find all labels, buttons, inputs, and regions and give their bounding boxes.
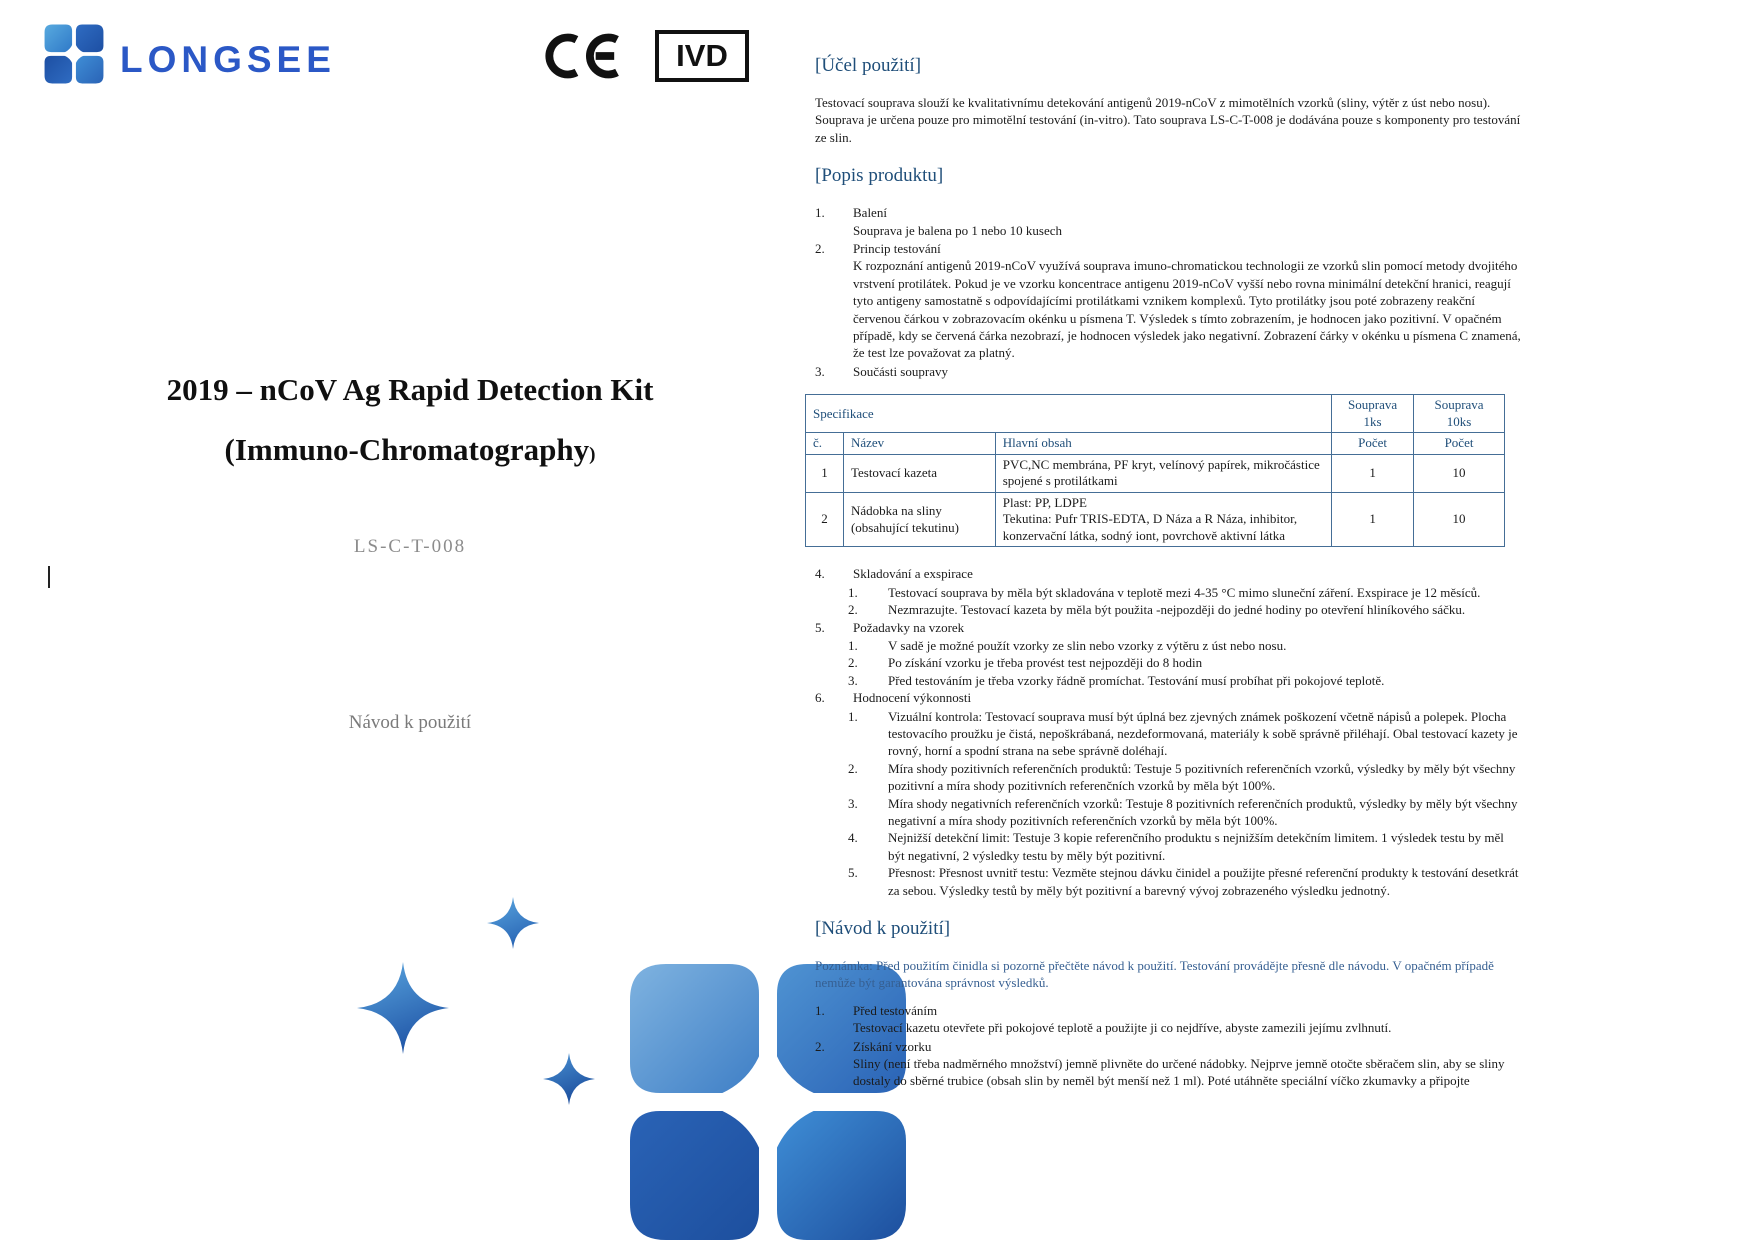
kit10-line1: Souprava	[1434, 397, 1484, 413]
table-header-kit10	[1414, 395, 1505, 433]
ce-mark-icon	[543, 26, 627, 91]
sub-item-number: 2.	[848, 760, 858, 776]
ivd-mark-icon	[655, 30, 749, 82]
sub-list-item	[848, 708, 1523, 760]
list-item-content	[853, 240, 1523, 362]
table-header-specifikace: Specifikace	[806, 395, 1332, 433]
cover-title-line2-text: (Immuno-Chromatography	[224, 432, 590, 467]
list-item	[815, 565, 1523, 582]
list-item-title: Získání vzorku	[853, 1038, 932, 1054]
list-item	[815, 619, 1523, 636]
cell-content-line1: Plast: PP, LDPE	[1002, 494, 1087, 510]
sub-item-text: Po získání vzorku je třeba provést test nejpozději do 8 hodin	[888, 655, 1203, 671]
components-table	[805, 394, 1505, 547]
section-heading-description: [Popis produktu]	[815, 165, 944, 187]
sub-list-item	[848, 864, 1523, 899]
cover-title	[80, 372, 740, 473]
cell-no: 2	[806, 492, 844, 547]
list-item	[815, 204, 1523, 239]
brand-wordmark: LONGSEE	[120, 38, 336, 80]
sub-list-item	[848, 672, 1523, 689]
kit10-line2: 10ks	[1446, 413, 1472, 429]
cell-name: Nádobka na sliny (obsahující tekutinu)	[843, 492, 995, 547]
list-item-title: Balení	[853, 205, 887, 221]
list-item-number: 3.	[815, 363, 825, 379]
cell-content: PVC,NC membrána, PF kryt, velínový papírek, mikročástice spojené s protilátkami	[995, 454, 1331, 492]
longsee-logo-icon	[42, 22, 106, 91]
column-header-count1: Počet	[1332, 433, 1414, 455]
sub-item-number: 1.	[848, 584, 858, 600]
cell-content-line2: Tekutina: Pufr TRIS-EDTA, D Náza a R Náza, inhibitor, konzervační látka, sodný iont, povrchově aktivní látka	[1002, 511, 1298, 543]
list-item-title: Požadavky na vzorek	[853, 619, 965, 635]
column-header-count10: Počet	[1414, 433, 1505, 455]
purpose-body: Testovací souprava slouží ke kvalitativnímu detekování antigenů 2019-nCoV z mimotělních vzorků (sliny, výtěr z úst nebo nosu). Souprava je určena pouze pro mimotělní testování (in-vitro). Tato souprava LS-C-T-008 je dodávána pouze s komponenty pro testování ze slin.	[815, 95, 1521, 145]
sub-list-item	[848, 584, 1523, 601]
column-header-content: Hlavní obsah	[995, 433, 1331, 455]
list-item	[815, 240, 1523, 362]
right-column	[815, 54, 1523, 1091]
list-item	[815, 1002, 1523, 1037]
list-item-body: Sliny (není třeba nadměrného množství) jemně plivněte do určené nádobky. Nejprve jemně otočte sběračem slin, aby se sliny dostaly do sběrné trubice (obsah slin by neměl být menší než 1 ml). Poté utáhněte speciální víčko zkumavky a připojte	[853, 1056, 1505, 1089]
sub-item-number: 1.	[848, 708, 858, 724]
list-item-title: Hodnocení výkonnosti	[853, 690, 972, 706]
table-header-kit1	[1332, 395, 1414, 433]
list-item-title: Před testováním	[853, 1002, 938, 1018]
sub-list-item	[848, 637, 1523, 654]
sparkle-icon	[357, 962, 449, 1059]
product-code: LS-C-T-008	[353, 536, 467, 557]
cell-name: Testovací kazeta	[843, 454, 995, 492]
list-item-title: Součásti soupravy	[853, 363, 948, 379]
cover-title-line1: 2019 – nCoV Ag Rapid Detection Kit	[166, 372, 654, 407]
sub-list-item	[848, 795, 1523, 830]
list-item-title: Princip testování	[853, 241, 941, 257]
sub-item-text: V sadě je možné použít vzorky ze slin nebo vzorky z výtěru z úst nebo nosu.	[888, 637, 1287, 653]
text-cursor	[48, 566, 50, 588]
cell-count10: 10	[1414, 454, 1505, 492]
list-item	[815, 363, 1523, 380]
sub-item-number: 3.	[848, 672, 858, 688]
list-item-number: 2.	[815, 241, 825, 257]
list-item-number: 1.	[815, 1002, 825, 1018]
sub-item-text: Nejnižší detekční limit: Testuje 3 kopie referenčního produktu s nejnižším detekčním limitem. 1 výsledek testu by měl být negativní, 2 výsledky testu by měly být pozitivní.	[888, 830, 1504, 863]
sub-list-item	[848, 654, 1523, 671]
list-item-body: Souprava je balena po 1 nebo 10 kusech	[853, 222, 1063, 238]
kit1-line2: 1ks	[1363, 413, 1382, 429]
sub-list-item	[848, 601, 1523, 618]
column-header-name: Název	[843, 433, 995, 455]
sub-item-text: Míra shody pozitivních referenčních produktů: Testuje 5 pozitivních referenčních vzorků, výsledky by měly být všechny pozitivní a míra shody pozitivních referenčních vzorků by měla být 100%.	[888, 760, 1516, 794]
column-header-no: č.	[806, 433, 844, 455]
sub-item-number: 2.	[848, 655, 858, 671]
sub-item-number: 3.	[848, 795, 858, 811]
table-row	[806, 454, 1505, 492]
list-item	[815, 1038, 1523, 1090]
sub-item-number: 2.	[848, 602, 858, 618]
sub-item-number: 4.	[848, 830, 858, 846]
longsee-logo	[42, 22, 336, 91]
section-heading-instructions: [Návod k použití]	[815, 918, 951, 939]
cover-title-paren: )	[589, 444, 596, 465]
cell-content	[995, 492, 1331, 547]
list-item-title: Skladování a exspirace	[853, 566, 973, 582]
list-item-body: Testovací kazetu otevřete při pokojové teplotě a použijte ji co nejdříve, abyste zamezili jejímu zvlhnutí.	[853, 1020, 1392, 1036]
list-item-number: 4.	[815, 566, 825, 582]
table-row	[806, 492, 1505, 547]
cell-count1: 1	[1332, 492, 1414, 547]
sub-item-number: 1.	[848, 637, 858, 653]
list-item-content	[853, 204, 1523, 239]
cover-title-line2	[80, 432, 740, 473]
sparkle-icon	[543, 1053, 595, 1110]
list-item	[815, 689, 1523, 706]
sparkle-icon	[487, 897, 539, 954]
sub-list-item	[848, 760, 1523, 795]
section-heading-purpose: [Účel použití]	[815, 55, 922, 76]
sub-item-text: Testovací souprava by měla být skladována v teplotě mezi 4-35 °C mimo sluneční záření. Exspirace je 12 měsíců.	[888, 584, 1481, 600]
sub-item-text: Nezmrazujte. Testovací kazeta by měla být použita -nejpozději do jedné hodiny po otevření hliníkového sáčku.	[888, 602, 1466, 618]
list-item-content	[853, 1038, 1523, 1090]
instructions-note: Poznámka: Před použitím činidla si pozorně přečtěte návod k použití. Testování provádějte přesně dle návodu. V opačném případě nemůže být garantována správnost výsledků.	[815, 958, 1494, 991]
cell-no: 1	[806, 454, 844, 492]
list-item-body: K rozpoznání antigenů 2019-nCoV využívá souprava imuno-chromatickou technologii ze vzorků slin pomocí metody dvojitého vrstvení protilátek. Pokud je ve vzorku koncentrace antigenu 2019-nCoV vyšší nebo rovna minimální detekční hranici, reagují tyto antigeny samostatně s odpovídajícími protilátkami vznikem komplexů. Tyto protilátky jsou poté zobrazeny reakční červenou čárkou v zobrazovacím okénku u písmena T. Výsledek s tímto zobrazením, je hodnocen jako pozitivní. V opačném případě, kdy se červená čárka nezobrazí, je hodnocen výsledek jako negativní. Zobrazení čárky v okénku u písmena C znamená, že test lze považovat za platný.	[853, 258, 1521, 361]
cell-count10: 10	[1414, 492, 1505, 547]
sub-item-number: 5.	[848, 865, 858, 881]
list-item-number: 5.	[815, 619, 825, 635]
kit1-line1: Souprava	[1348, 397, 1398, 413]
sub-item-text: Vizuální kontrola: Testovací souprava musí být úplná bez zjevných známek poškození včetně nápisů a polepek. Plocha testovacího proužku je čistá, nepoškrábaná, nezdeformovaná, materiály k sobě správně přiléhají. Obal testovací kazety je rovný, horní a spodní strana na sebe správně doléhají.	[888, 708, 1518, 759]
list-item-number: 1.	[815, 205, 825, 221]
cell-count1: 1	[1332, 454, 1414, 492]
list-item-number: 2.	[815, 1038, 825, 1054]
cover-subtitle: Návod k použití	[348, 712, 472, 733]
sub-list-item	[848, 829, 1523, 864]
sub-item-text: Míra shody negativních referenčních vzorků: Testuje 8 pozitivních referenčních produktů, výsledky by měly být všechny negativní a míra shody pozitivních referenčních vzorků by měla být 100%.	[888, 795, 1518, 828]
ivd-label: IVD	[676, 38, 728, 73]
list-item-content	[853, 363, 1523, 380]
list-item-number: 6.	[815, 690, 825, 706]
list-item-content	[853, 1002, 1523, 1037]
sub-item-text: Před testováním je třeba vzorky řádně promíchat. Testování musí probíhat při pokojové teplotě.	[888, 672, 1385, 688]
sub-item-text: Přesnost: Přesnost uvnitř testu: Vezměte stejnou dávku činidel a použijte přesné referenční produkty k testování desetkrát za sebou. Výsledky testů by měly být pozitivní a barevný vývoj zobrazeného výsledku jednotný.	[888, 865, 1519, 898]
